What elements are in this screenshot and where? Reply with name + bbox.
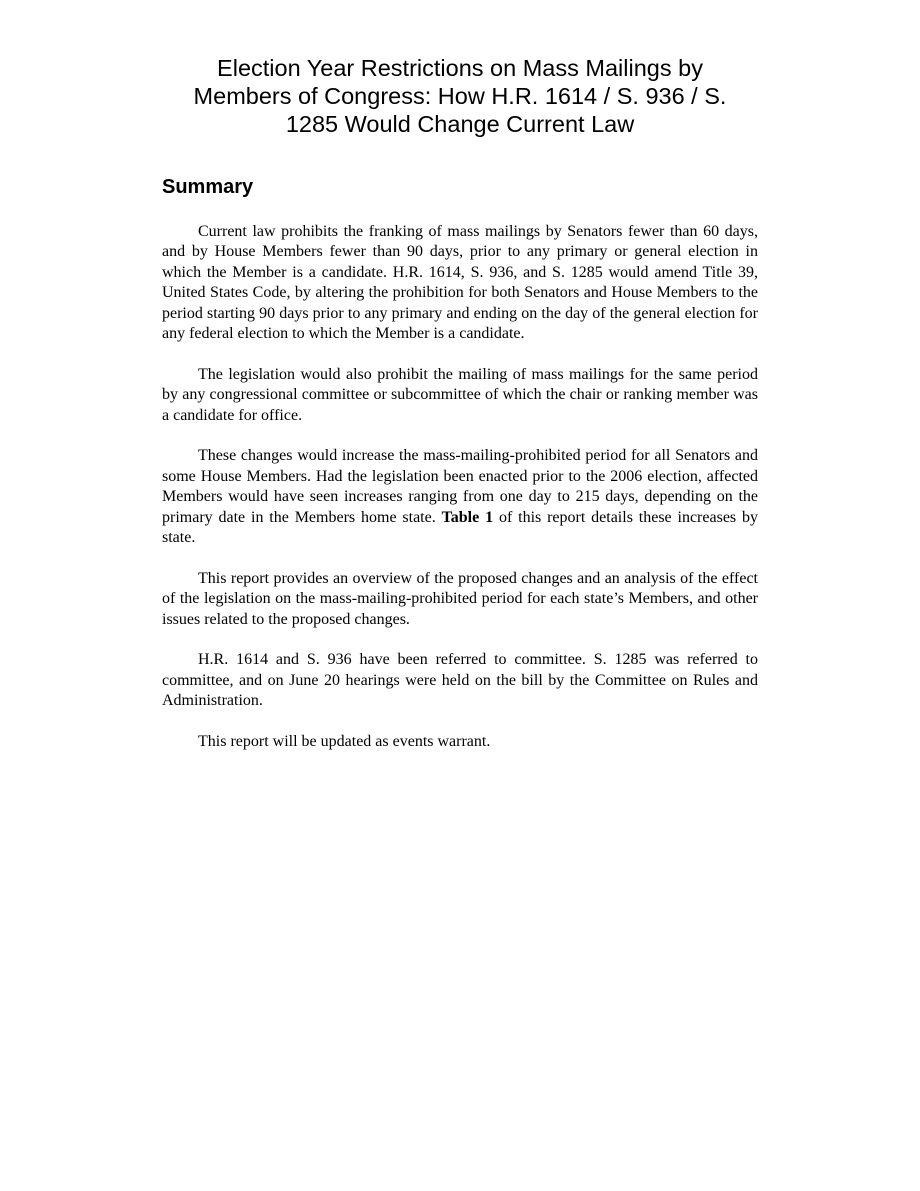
paragraph-bill-status: H.R. 1614 and S. 936 have been referred to committee. S. 1285 was referred to committee, and on June 20 hearings were held on the bill by the Committee on Rules and Administration. bbox=[162, 651, 758, 710]
table-1-reference: Table 1 bbox=[441, 508, 494, 526]
document-page bbox=[162, 54, 758, 773]
document-title: Election Year Restrictions on Mass Mailings by Members of Congress: How H.R. 1614 / S. 936 / S. 1285 Would Change Current Law bbox=[193, 55, 727, 137]
paragraph-text-after: of this report details these increases by state. bbox=[162, 508, 759, 547]
paragraph-current-law: Current law prohibits the franking of mass mailings by Senators fewer than 60 days, and by House Members fewer than 90 days, prior to any primary or general election in which the Member is a candidate. H.R. 1614, S. 936, and S. 1285 would amend Title 39, United States Code, by altering the prohibition for both Senators and House Members to the period starting 90 days prior to any primary and ending on the day of the general election for any federal election to which the Member is a candidate. bbox=[162, 223, 758, 343]
paragraph-committee-mailings: The legislation would also prohibit the mailing of mass mailings for the same period by any congressional committee or subcommittee of which the chair or ranking member was a candidate for office. bbox=[162, 365, 758, 424]
summary-body bbox=[162, 222, 758, 752]
paragraph-text-before: These changes would increase the mass-mailing-prohibited period for all Senators and some House Members. Had the legislation been enacted prior to the 2006 election, affected Members would have seen increases ranging from one day to 215 days, depending on the primary date in the Members home state. bbox=[162, 447, 758, 526]
paragraph-update-note: This report will be updated as events warrant. bbox=[198, 733, 491, 751]
paragraph-increase-effects bbox=[162, 446, 758, 548]
summary-heading: Summary bbox=[162, 176, 254, 198]
paragraph-report-overview: This report provides an overview of the proposed changes and an analysis of the effect of the legislation on the mass-mailing-prohibited period for each state’s Members, and other issues related to the proposed changes. bbox=[162, 569, 758, 628]
